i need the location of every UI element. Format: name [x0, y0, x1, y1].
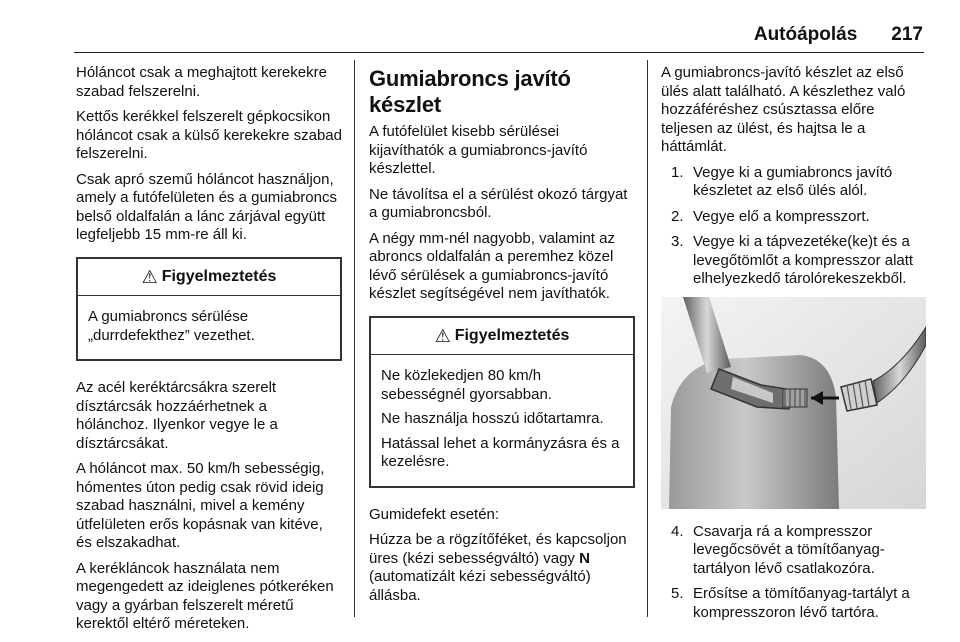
column-1 [76, 64, 342, 641]
sealant-bottle [669, 355, 839, 509]
step-text: Erősítse a tömítőanyag-tartályt a kompresszoron lévő tartóra. [693, 585, 910, 621]
column-divider-1 [354, 60, 355, 617]
gear-position-label: N [579, 549, 590, 567]
column-2 [369, 64, 635, 612]
page-header [0, 24, 923, 46]
section-heading: Gumiabroncs javító készlet [369, 66, 571, 117]
step-number: 2. [671, 207, 684, 225]
column-divider-2 [647, 60, 648, 617]
list-item [661, 585, 926, 622]
list-item [661, 208, 926, 227]
header-rule [74, 52, 924, 53]
warning-body [371, 355, 633, 486]
paragraph: A hóláncot max. 50 km/h sebességig, hómentes úton pedig csak rövid ideig szabad használni, mivel a kemény útfelületen erős kopásnak van kitéve, és elszakadhat. [76, 460, 325, 551]
paragraph: A négy mm-nél nagyobb, valamint az abroncs oldalfalán a peremhez közel lévő sérülések a gumiabroncs-javító készlet segítségével nem javíthatók. [369, 229, 615, 302]
paragraph: Hóláncot csak a meghajtott kerekekre szabad felszerelni. [76, 64, 327, 100]
paragraph: Gumidefekt esetén: [369, 505, 500, 523]
warning-title: Figyelmeztetés [454, 326, 570, 344]
column-3 [661, 64, 926, 629]
step-text: Vegye ki a tápvezetéke(ke)t és a levegőtömlőt a kompresszor alatt elhelyezkedő tárolórekeszekből. [693, 233, 914, 287]
step-text: Csavarja rá a kompresszor levegőcsövét a tömítőanyag-tartályon lévő csatlakozóra. [693, 522, 885, 577]
warning-triangle-icon: ⚠ [434, 325, 451, 346]
warning-title: Figyelmeztetés [161, 267, 277, 285]
warning-text: Ne használja hosszú időtartamra. [381, 410, 604, 427]
page-number: 217 [891, 24, 923, 45]
step-number: 4. [671, 522, 684, 540]
list-item [661, 164, 926, 201]
compressor-hose-illustration [661, 297, 926, 509]
warning-triangle-icon: ⚠ [141, 266, 158, 287]
list-item [661, 233, 926, 289]
paragraph: Ne távolítsa el a sérülést okozó tárgyat a gumiabroncsból. [369, 185, 628, 221]
page-title: Autóápolás [753, 24, 858, 45]
step-text: Vegye ki a gumiabroncs javító készletet az első ülés alól. [693, 163, 893, 199]
steps-list [661, 164, 926, 289]
warning-text: Ne közlekedjen 80 km/h sebességnél gyorsabban. [381, 367, 552, 403]
text-run: Húzza be a rögzítőféket, és kapcsoljon üres (kézi sebességváltó) vagy [369, 531, 627, 567]
paragraph: A gumiabroncs-javító készlet az első ülés alatt található. A készlethez való hozzáféréshez csúsztassa előre teljesen az ülést, és hajtsa le a háttámlát. [661, 64, 906, 155]
step-number: 3. [671, 233, 684, 250]
step-number: 5. [671, 585, 684, 602]
warning-header [371, 318, 633, 356]
warning-box [369, 316, 635, 488]
step-text: Vegye elő a kompresszort. [693, 207, 870, 225]
paragraph: Az acél keréktárcsákra szerelt dísztárcsák hozzáérhetnek a hólánchoz. Ilyenkor vegye le a dísztárcsákat. [76, 379, 278, 452]
warning-text: Hatással lehet a kormányzásra és a kezelésre. [381, 434, 620, 470]
text-run: (automatizált kézi sebességváltó) állásba. [369, 568, 591, 604]
paragraph [369, 531, 635, 605]
paragraph: Kettős kerékkel felszerelt gépkocsikon hóláncot csak a külső kerekekre szabad felszerelni. [76, 108, 342, 162]
paragraph: A futófelület kisebb sérülései kijavíthatók a gumiabroncs-javító készlettel. [369, 123, 588, 177]
paragraph: A kerékláncok használata nem megengedett az ideiglenes pótkeréken vagy a gyárban felszerelt méretű kerektől eltérő méreteken. [76, 559, 334, 632]
warning-body [78, 296, 340, 359]
warning-text: A gumiabroncs sérülése „durrdefekthez” vezethet. [88, 308, 255, 344]
paragraph: Csak apró szemű hóláncot használjon, amely a futófelületen és a gumiabroncs belső oldalfalán a lánc zárjával együtt legfeljebb 15 mm-re áll ki. [76, 170, 337, 243]
warning-header [78, 259, 340, 297]
steps-list [661, 523, 926, 623]
list-item [661, 523, 926, 579]
step-number: 1. [671, 163, 684, 181]
warning-box [76, 257, 342, 362]
